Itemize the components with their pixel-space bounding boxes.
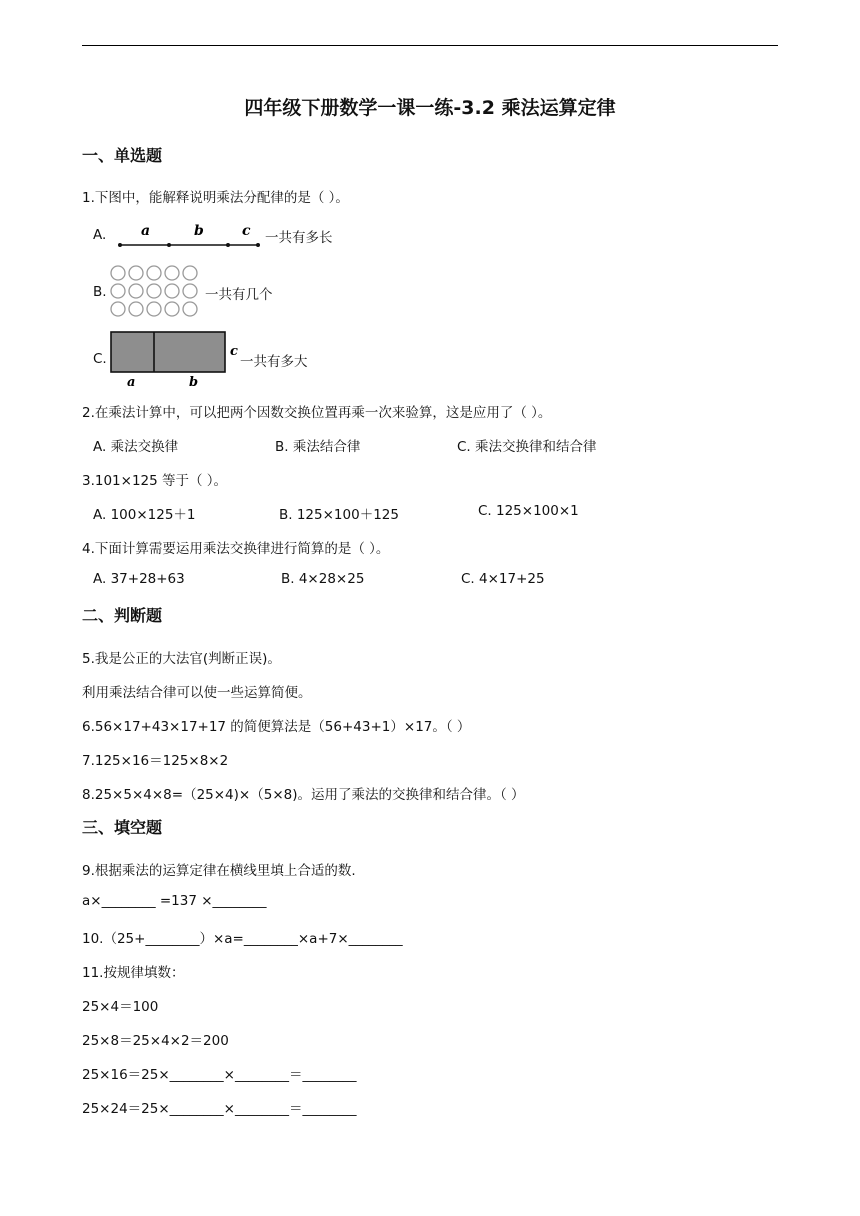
question-8: 8.25×5×4×8=（25×4)×（5×8)。运用了乘法的交换律和结合律。（ ） [82,787,525,803]
question-6: 6.56×17+43×17+17 的简便算法是（56+43+1）×17。（ ） [82,719,471,735]
q2-option-a: A. 乘法交换律 [93,439,179,455]
rect-side-label-c: c [230,344,238,359]
question-9-line: a×________ =137 ×________ [82,893,267,909]
q3-option-a: A. 100×125＋1 [93,507,196,523]
q1-option-a-text: 一共有多长 [265,230,333,246]
question-10: 10.（25+________）×a=________×a+7×________ [82,931,403,947]
q2-option-c: C. 乘法交换律和结合律 [457,439,597,455]
section-true-false: 二、判断题 [82,606,163,625]
q2-option-b: B. 乘法结合律 [275,439,361,455]
q4-option-a: A. 37+28+63 [93,571,185,587]
segment-label-b: b [194,223,204,239]
question-11-line-1: 25×4＝100 [82,999,159,1015]
question-11-line-3: 25×16＝25×________×________＝________ [82,1067,357,1083]
q4-option-c: C. 4×17+25 [461,571,545,587]
q1-option-c-rectangle-figure [108,328,242,390]
segment-label-a: a [141,223,151,239]
question-5-line-1: 5.我是公正的大法官(判断正误)。 [82,651,281,667]
q1-option-c-label: C. [93,351,107,367]
q1-option-b-text: 一共有几个 [205,287,273,303]
header-rule [82,45,778,46]
rect-bottom-label-b: b [189,375,199,390]
q1-option-c-text: 一共有多大 [240,354,308,370]
q1-option-a-segment-figure [116,218,264,252]
rect-bottom-label-a: a [127,375,136,390]
question-11-line-4: 25×24＝25×________×________＝________ [82,1101,357,1117]
question-2-stem: 2.在乘法计算中，可以把两个因数交换位置再乘一次来验算，这是应用了（ ）。 [82,405,552,421]
question-1-stem: 1.下图中，能解释说明乘法分配律的是（ ）。 [82,190,349,206]
section-single-choice: 一、单选题 [82,146,163,165]
segment-label-c: c [242,223,251,239]
question-5-line-2: 利用乘法结合律可以使一些运算简便。 [82,685,312,701]
q1-option-a-label: A. [93,227,107,243]
q4-option-b: B. 4×28×25 [281,571,365,587]
q3-option-b: B. 125×100＋125 [279,507,399,523]
question-7: 7.125×16＝125×8×2 [82,753,229,769]
section-fill-in: 三、填空题 [82,818,163,837]
question-11-line-2: 25×8＝25×4×2＝200 [82,1033,229,1049]
question-11-stem: 11.按规律填数： [82,965,185,981]
question-9-stem: 9.根据乘法的运算定律在横线里填上合适的数. [82,863,356,879]
q1-option-b-label: B. [93,284,107,300]
page-title: 四年级下册数学一课一练-3.2 乘法运算定律 [244,97,616,119]
question-4-stem: 4.下面计算需要运用乘法交换律进行简算的是（ ）。 [82,541,390,557]
q3-option-c: C. 125×100×1 [478,503,579,519]
q1-option-b-circle-grid [108,263,204,319]
question-3-stem: 3.101×125 等于（ ）。 [82,473,228,489]
